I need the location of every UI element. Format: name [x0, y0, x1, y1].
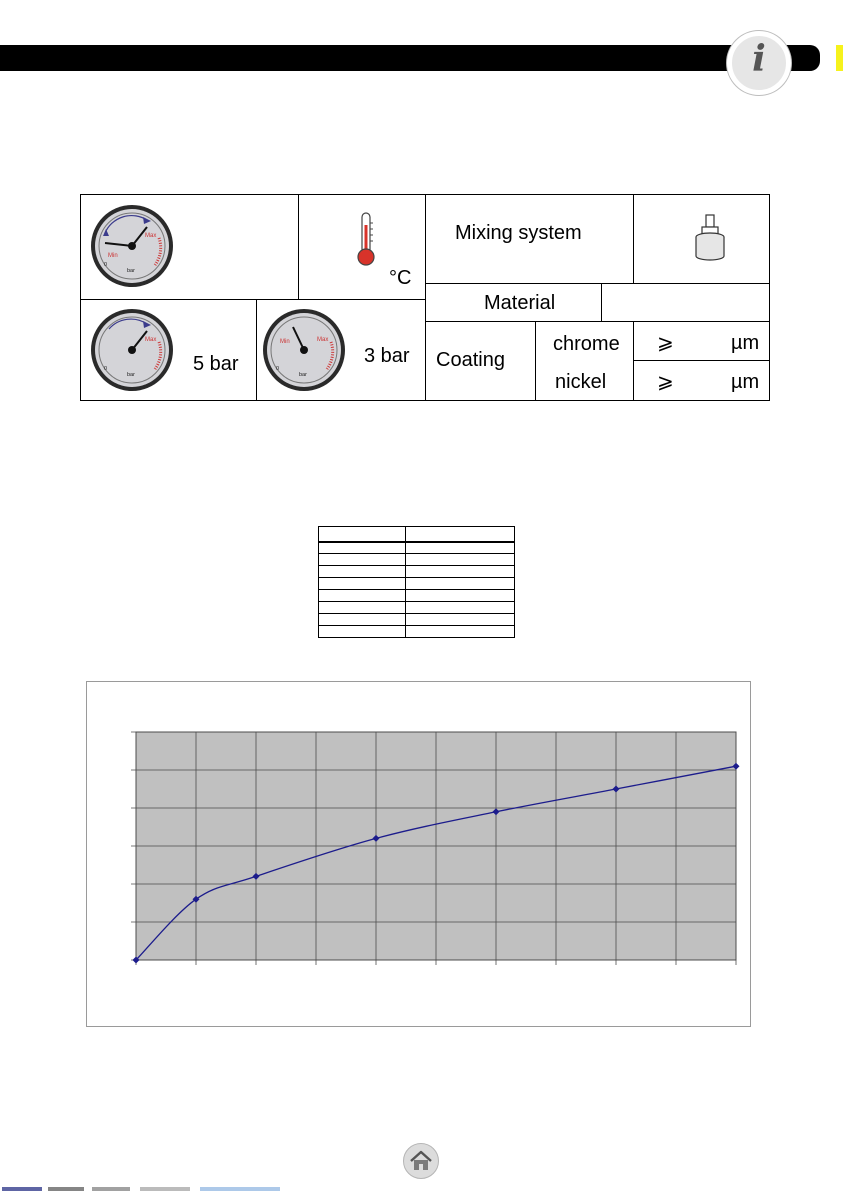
- line-chart: [87, 682, 750, 1026]
- gauge-unit-label: bar: [127, 268, 135, 274]
- divider: [633, 321, 634, 400]
- gauge-max-label: Max: [317, 337, 329, 343]
- chart-frame: [86, 681, 751, 1027]
- gauge-min-label: Min: [280, 339, 290, 345]
- divider: [405, 527, 406, 637]
- gauge-zero-label: 0: [276, 366, 280, 372]
- gauge-unit-label: bar: [299, 372, 307, 378]
- header-bar: [0, 45, 820, 71]
- divider: [425, 283, 769, 284]
- cartridge-icon: [693, 213, 727, 263]
- nickel-operator: ⩾: [657, 371, 674, 393]
- pressure-gauge-icon: [261, 307, 347, 393]
- chrome-unit: µm: [731, 332, 760, 354]
- divider: [601, 283, 602, 321]
- divider: [298, 195, 299, 299]
- table-row: [319, 625, 514, 626]
- gauge-unit-label: bar: [127, 372, 135, 378]
- gauge-zero-label: 0: [104, 366, 108, 372]
- gauge-zero-label: 0: [104, 262, 108, 268]
- divider: [535, 321, 536, 400]
- coating-chrome-label: chrome: [553, 333, 620, 355]
- gauge-max-label: Max: [145, 233, 157, 239]
- pressure-label-5bar: 5 bar: [193, 353, 239, 375]
- gauge-min-label: Min: [108, 253, 118, 259]
- coating-label: Coating: [436, 349, 505, 371]
- divider: [81, 299, 425, 300]
- material-label: Material: [484, 292, 556, 314]
- info-icon-glyph: i: [752, 38, 766, 80]
- table-row: [319, 577, 514, 578]
- table-row: [319, 565, 514, 566]
- page-edge-marker: [836, 45, 843, 71]
- home-button[interactable]: [403, 1143, 439, 1179]
- flow-data-table: [318, 526, 515, 638]
- gauge-max-label: Max: [145, 337, 157, 343]
- table-row: [319, 553, 514, 554]
- divider: [633, 195, 634, 283]
- table-row: [319, 601, 514, 602]
- pressure-gauge-icon: [89, 307, 175, 393]
- divider: [256, 299, 257, 400]
- divider: [425, 321, 769, 322]
- temperature-unit: °C: [389, 267, 412, 289]
- mixing-system-label: Mixing system: [455, 222, 582, 244]
- spec-table: [80, 194, 770, 401]
- pressure-gauge-icon: [89, 203, 175, 289]
- table-row: [319, 613, 514, 614]
- coating-nickel-label: nickel: [555, 371, 607, 393]
- divider: [425, 195, 426, 400]
- info-icon[interactable]: [727, 31, 791, 95]
- nickel-unit: µm: [731, 371, 760, 393]
- table-header: [319, 527, 514, 543]
- divider: [633, 360, 769, 361]
- home-icon: [404, 1144, 438, 1178]
- footer-decoration: [0, 1186, 300, 1192]
- chrome-operator: ⩾: [657, 332, 674, 354]
- pressure-label-3bar: 3 bar: [364, 345, 410, 367]
- table-row: [319, 589, 514, 590]
- thermometer-icon: [355, 211, 377, 267]
